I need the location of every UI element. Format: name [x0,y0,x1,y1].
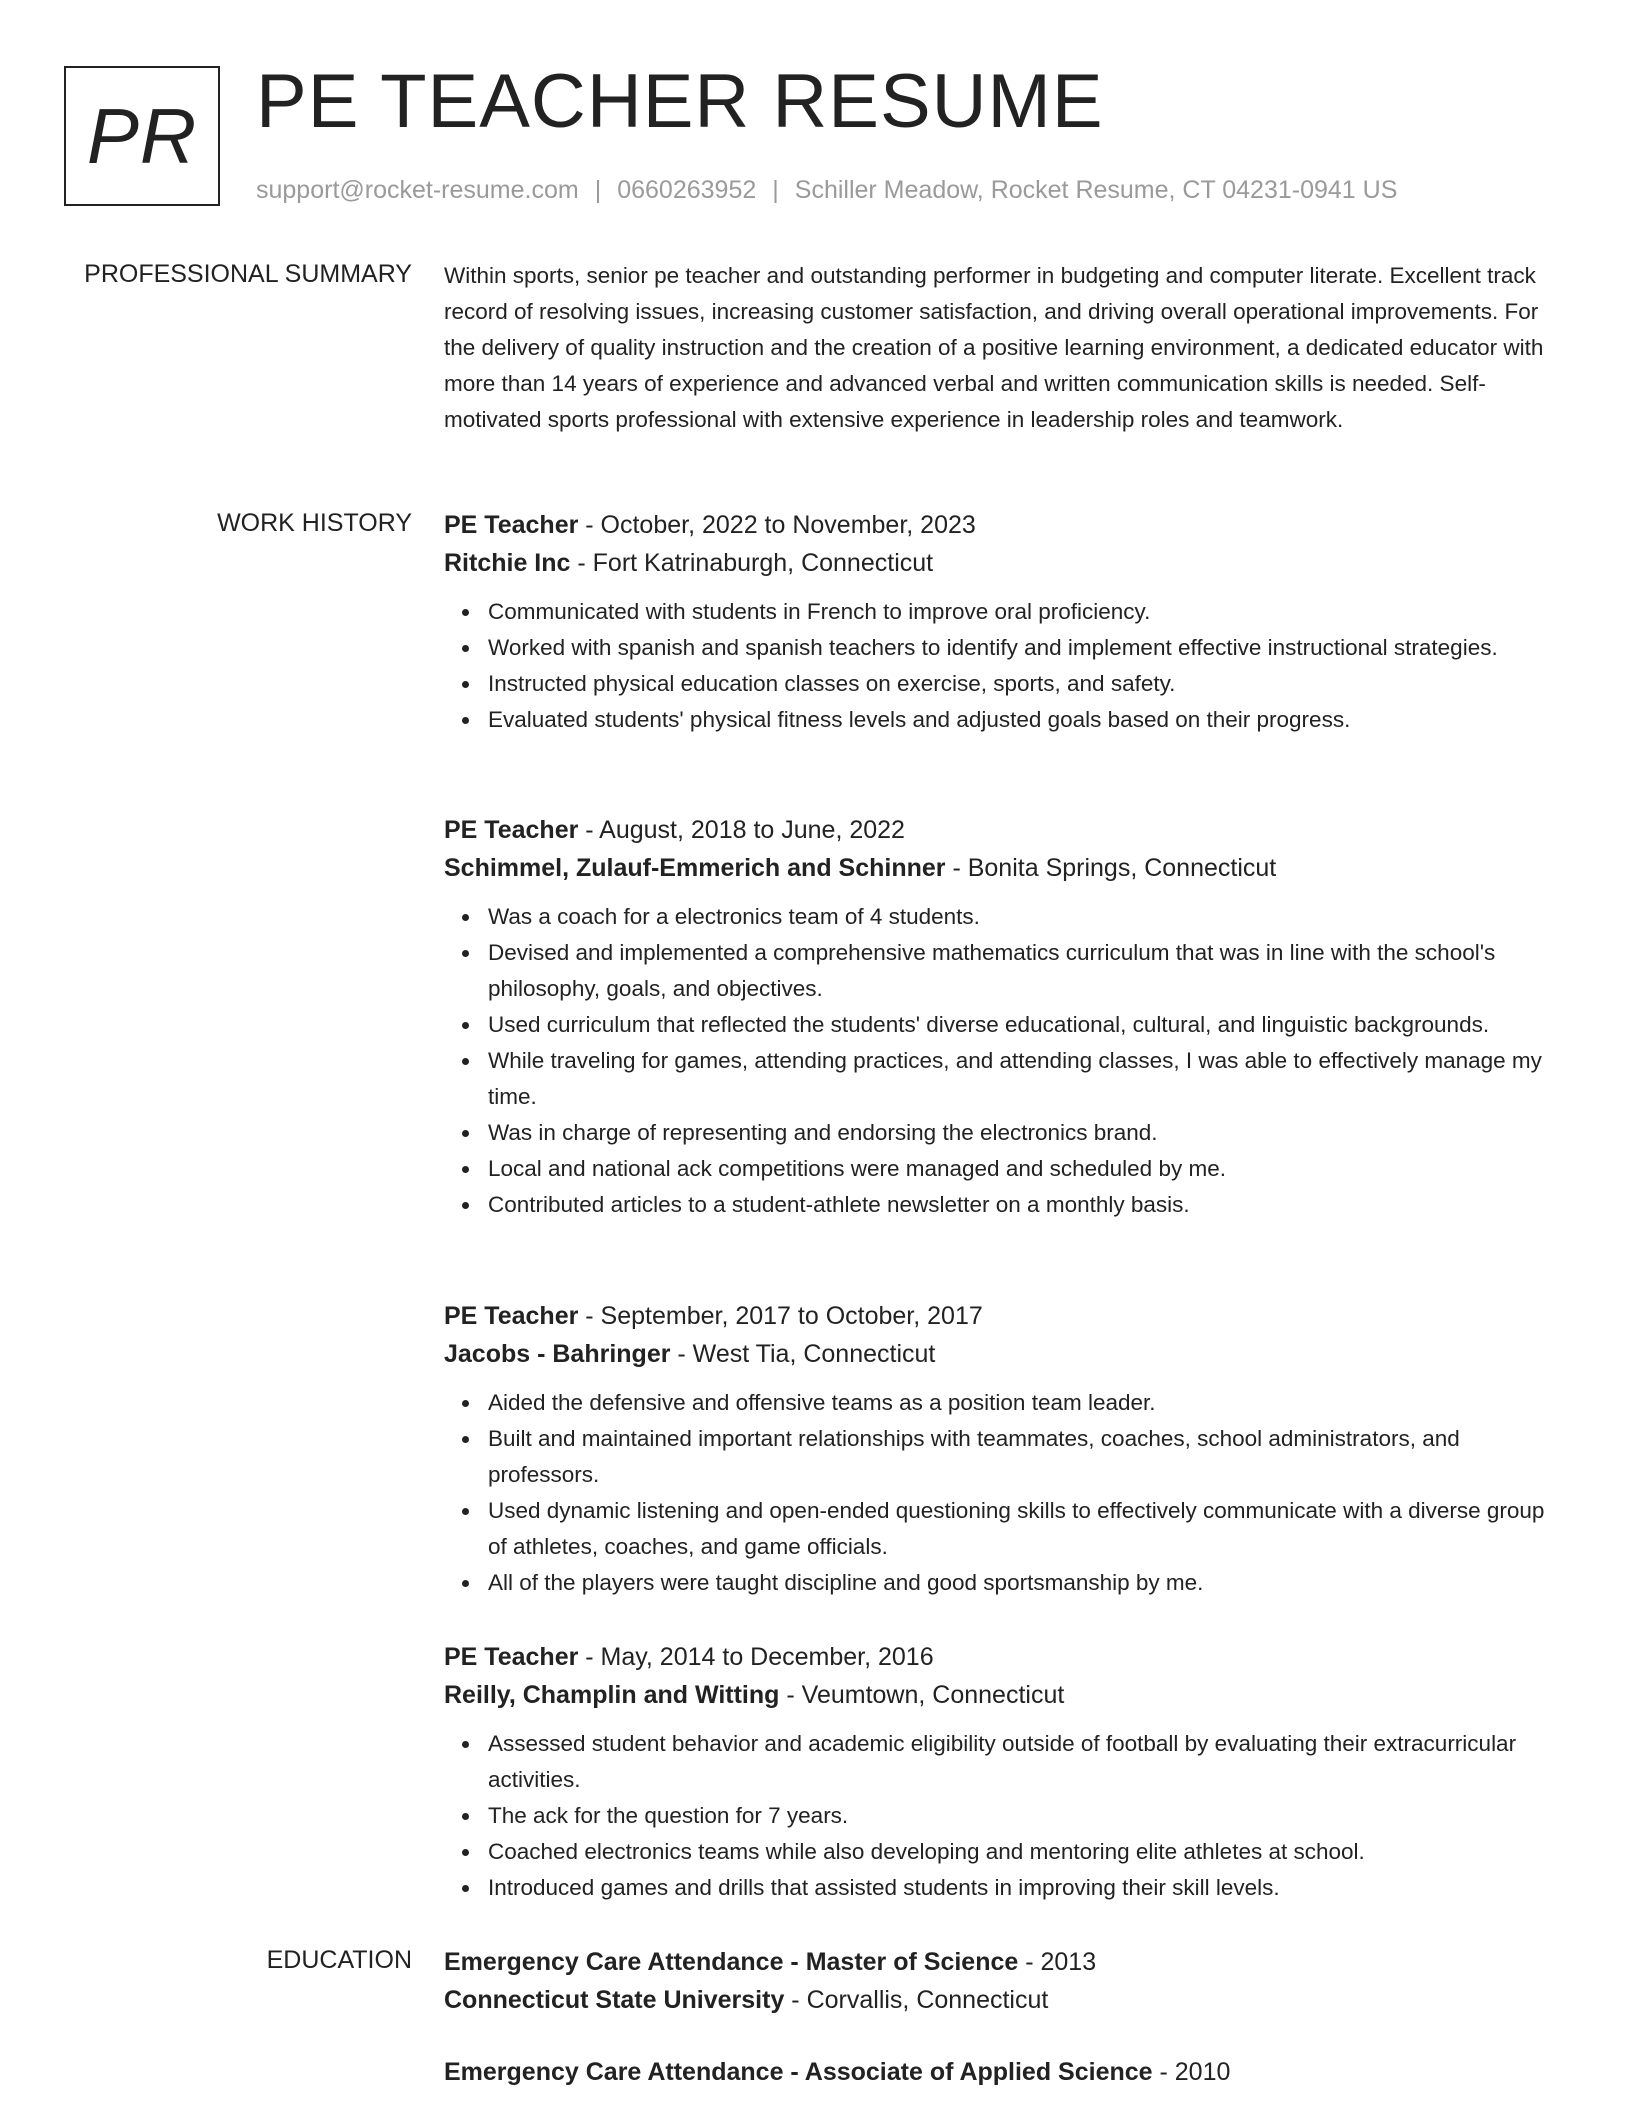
education-entry [444,2053,1548,2091]
summary-heading: PROFESSIONAL SUMMARY [84,260,412,288]
job-company: Ritchie Inc [444,549,571,577]
job-bullets [444,899,1548,1223]
job-company-line [444,849,1548,887]
job-entry [444,811,1548,1223]
job-title: PE Teacher [444,816,579,844]
school-name: Connecticut State University [444,1986,785,2014]
job-entry [444,1297,1548,1601]
list-item: Aided the defensive and offensive teams as a position team leader. [488,1385,1548,1421]
job-company: Schimmel, Zulauf-Emmerich and Schinner [444,854,946,882]
job-location: - Bonita Springs, Connecticut [945,854,1277,882]
list-item: Was in charge of representing and endorsing the electronics brand. [488,1115,1548,1151]
list-item: Built and maintained important relationships with teammates, coaches, school administrators, and professors. [488,1421,1548,1493]
contact-email[interactable]: support@rocket-resume.com [256,176,579,204]
job-dates: - May, 2014 to December, 2016 [578,1643,934,1671]
list-item: The ack for the question for 7 years. [488,1798,1548,1834]
list-item: Coached electronics teams while also developing and mentoring elite athletes at school. [488,1834,1548,1870]
job-dates: - September, 2017 to October, 2017 [578,1302,983,1330]
degree-title: Emergency Care Attendance - Master of Science [444,1948,1019,1976]
monogram-initials: PR [86,91,198,180]
job-bullets [444,1385,1548,1601]
job-dates: - August, 2018 to June, 2022 [578,816,905,844]
list-item: While traveling for games, attending practices, and attending classes, I was able to effectively manage my time. [488,1043,1548,1115]
list-item: Instructed physical education classes on exercise, sports, and safety. [488,666,1548,702]
job-title: PE Teacher [444,1302,579,1330]
job-title-line [444,506,1548,544]
page-title: PE TEACHER RESUME [256,59,1104,144]
list-item: Introduced games and drills that assisted students in improving their skill levels. [488,1870,1548,1906]
job-bullets [444,1726,1548,1906]
list-item: Used curriculum that reflected the students' diverse educational, cultural, and linguistic backgrounds. [488,1007,1548,1043]
list-item: Contributed articles to a student-athlete newsletter on a monthly basis. [488,1187,1548,1223]
job-company-line [444,544,1548,582]
job-company-line [444,1676,1548,1714]
job-title-line [444,1297,1548,1335]
degree-line [444,1943,1548,1981]
monogram-badge [64,66,220,206]
degree-year: - 2010 [1152,2058,1231,2086]
degree-title: Emergency Care Attendance - Associate of Applied Science [444,2058,1153,2086]
job-location: - West Tia, Connecticut [670,1340,936,1368]
summary-text: Within sports, senior pe teacher and outstanding performer in budgeting and computer literate. Excellent track record of resolving issues, increasing customer satisfaction, and driving overall operational improvements. For the delivery of quality instruction and the creation of a positive learning environment, a dedicated educator with more than 14 years of experience and advanced verbal and written communication skills is needed. Self-motivated sports professional with extensive experience in leadership roles and teamwork. [444,263,1544,432]
job-dates: - October, 2022 to November, 2023 [578,511,976,539]
job-location: - Fort Katrinaburgh, Connecticut [570,549,934,577]
job-title-line [444,811,1548,849]
job-bullets [444,594,1548,738]
contact-phone[interactable]: 0660263952 [617,176,757,204]
job-company: Jacobs - Bahringer [444,1340,671,1368]
list-item: Was a coach for a electronics team of 4 students. [488,899,1548,935]
list-item: Local and national ack competitions were managed and scheduled by me. [488,1151,1548,1187]
list-item: Communicated with students in French to improve oral proficiency. [488,594,1548,630]
contact-address: Schiller Meadow, Rocket Resume, CT 04231-0941 US [794,176,1398,204]
list-item: Devised and implemented a comprehensive mathematics curriculum that was in line with the school's philosophy, goals, and objectives. [488,935,1548,1007]
job-title-line [444,1638,1548,1676]
contact-separator: | [594,176,602,204]
education-entry [444,1943,1548,2019]
job-location: - Veumtown, Connecticut [779,1681,1065,1709]
job-company-line [444,1335,1548,1373]
list-item: All of the players were taught discipline and good sportsmanship by me. [488,1565,1548,1601]
job-company: Reilly, Champlin and Witting [444,1681,780,1709]
job-entry [444,506,1548,738]
contact-separator: | [772,176,779,204]
job-title: PE Teacher [444,511,579,539]
contact-line [256,174,1397,206]
degree-line [444,2053,1548,2091]
work-history-heading: WORK HISTORY [217,509,412,537]
school-location: - Corvallis, Connecticut [784,1986,1049,2014]
list-item: Assessed student behavior and academic eligibility outside of football by evaluating their extracurricular activities. [488,1726,1548,1798]
education-heading: EDUCATION [266,1946,412,1974]
list-item: Worked with spanish and spanish teachers to identify and implement effective instructional strategies. [488,630,1548,666]
list-item: Evaluated students' physical fitness levels and adjusted goals based on their progress. [488,702,1548,738]
degree-year: - 2013 [1018,1948,1097,1976]
job-title: PE Teacher [444,1643,579,1671]
school-line [444,1981,1548,2019]
summary-section [444,258,1548,438]
list-item: Used dynamic listening and open-ended questioning skills to effectively communicate with a diverse group of athletes, coaches, and game officials. [488,1493,1548,1565]
job-entry [444,1638,1548,1906]
